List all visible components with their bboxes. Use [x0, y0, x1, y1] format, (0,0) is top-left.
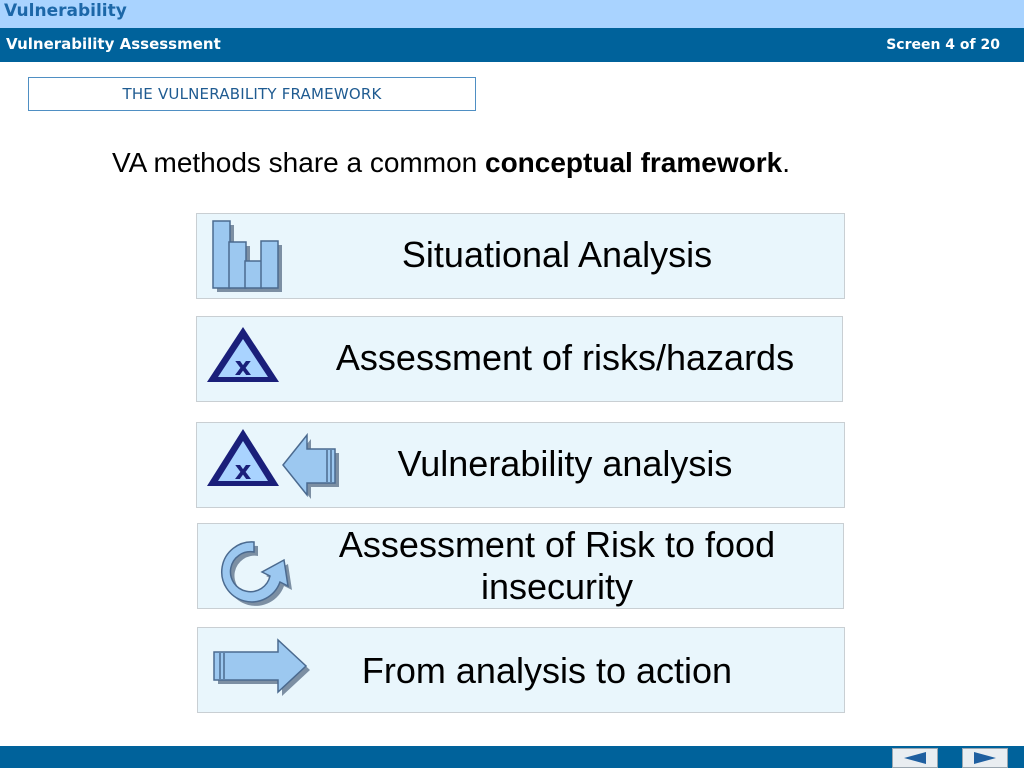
step-label: Situational Analysis: [401, 234, 713, 275]
step-label: From analysis to action: [361, 650, 733, 691]
app-title: Vulnerability: [4, 1, 127, 21]
left-arrow-icon: [281, 433, 343, 501]
svg-text:x: x: [234, 352, 252, 382]
footer-bar: [0, 746, 1024, 768]
step-label: Vulnerability analysis: [397, 443, 733, 484]
app-header: [0, 0, 1024, 28]
step-label: Assessment of risks/hazards: [335, 337, 795, 378]
intro-emphasis: conceptual framework: [485, 147, 783, 178]
left-triangle-icon: [902, 751, 928, 765]
bar-chart-icon: [211, 220, 283, 296]
hazard-warning-icon: [205, 427, 281, 489]
hazard-warning-icon: [205, 325, 281, 385]
next-button[interactable]: [962, 748, 1008, 768]
intro-text-end: .: [782, 147, 790, 178]
module-bar: [0, 28, 1024, 62]
module-title: Vulnerability Assessment: [6, 35, 221, 53]
right-arrow-icon: [212, 638, 312, 696]
previous-button[interactable]: [892, 748, 938, 768]
circular-arrow-icon: [210, 534, 298, 606]
step-label: Assessment of Risk to food insecurity: [338, 524, 776, 607]
step-vulnerability-analysis: [196, 422, 845, 508]
step-situational-analysis: [196, 213, 845, 299]
step-assessment-risk-food-insecurity: [197, 523, 844, 609]
svg-text:x: x: [234, 456, 252, 486]
screen-counter: Screen 4 of 20: [886, 37, 1000, 53]
step-analysis-to-action: [197, 627, 845, 713]
step-assessment-risks-hazards: [196, 316, 843, 402]
right-triangle-icon: [972, 751, 998, 765]
intro-text-start: VA methods share a common: [112, 147, 485, 178]
section-title: THE VULNERABILITY FRAMEWORK: [28, 77, 476, 111]
intro-text: [112, 147, 790, 179]
